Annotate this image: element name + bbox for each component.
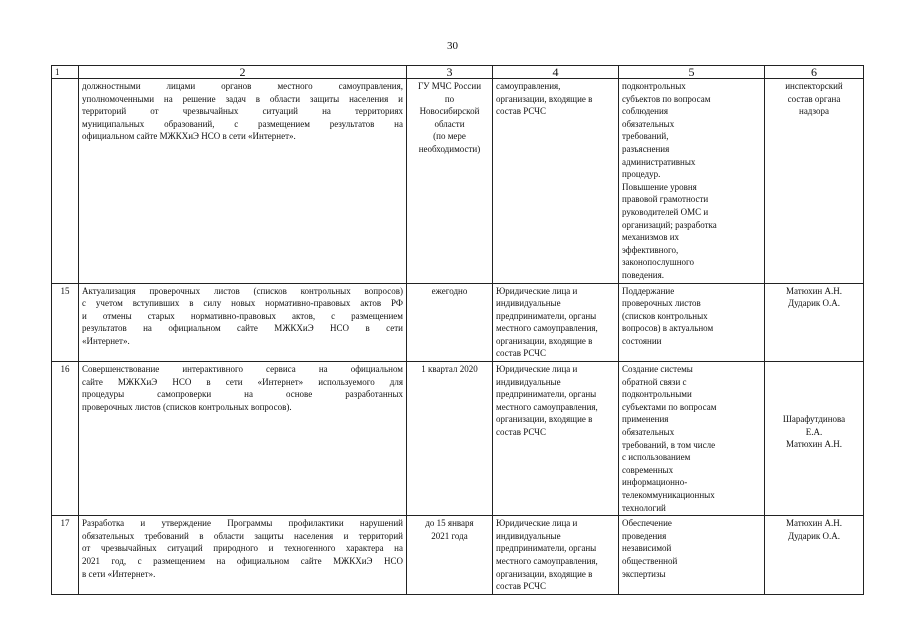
result-line: состоянии <box>622 335 662 346</box>
result-line: проверочных листов <box>622 298 701 309</box>
activity-description <box>79 362 407 516</box>
cell-spacer <box>768 363 860 413</box>
activity-participants <box>493 516 619 595</box>
description-line: процедуры самопроверки на основе разработанных <box>82 389 403 400</box>
term-line: необходимости) <box>418 143 481 154</box>
term-line: ежегодно <box>431 285 468 296</box>
column-header-6: 6 <box>765 66 864 79</box>
result-line: эффективного, <box>622 244 679 255</box>
description-line: сайте МЖКХиЭ НСО в сети «Интернет» используемого для <box>82 376 403 387</box>
description-line: официальном сайте МЖКХиЭ НСО в сети «Интернет». <box>82 131 296 142</box>
activity-participants <box>493 362 619 516</box>
table-row <box>52 362 864 516</box>
result-line: вопросов) в актуальном <box>622 323 714 334</box>
result-line: организаций; разработка <box>622 219 717 230</box>
column-header-2: 2 <box>79 66 407 79</box>
result-line: руководителей ОМС и <box>622 206 709 217</box>
result-line: экспертизы <box>622 568 666 579</box>
result-line: требований, <box>622 131 669 142</box>
table-row <box>52 79 864 284</box>
description-line: с учетом вступивших в силу новых нормативно-правовых актов РФ <box>82 298 403 309</box>
participants-line: организации, входящие в <box>496 335 593 346</box>
result-line: механизмов их <box>622 232 680 243</box>
description-line: Совершенствование интерактивного сервиса на официальном <box>82 364 403 375</box>
participants-line: Юридические лица и <box>496 285 578 296</box>
result-line: общественной <box>622 555 678 566</box>
result-line: обязательных <box>622 118 675 129</box>
row-number: 16 <box>52 362 79 516</box>
result-line: административных <box>622 156 696 167</box>
participants-line: индивидуальные <box>496 376 561 387</box>
responsible-line: Матюхин А.Н. <box>786 518 842 529</box>
result-line: процедур. <box>622 169 661 180</box>
result-line: правовой грамотности <box>622 194 709 205</box>
term-line: области <box>434 118 465 129</box>
term-line: 1 квартал 2020 <box>421 364 478 375</box>
participants-line: состав РСЧС <box>496 106 546 117</box>
description-line: и отмены старых нормативно-правовых актов, с размещением <box>82 310 403 321</box>
result-line: телекоммуникационных <box>622 490 715 500</box>
result-line: Создание системы <box>622 364 693 375</box>
result-line: Обеспечение <box>622 518 672 529</box>
table-row <box>52 283 864 362</box>
responsible-persons <box>765 283 864 362</box>
description-line: от чрезвычайных ситуаций природного и техногенного характера на <box>82 543 403 554</box>
activity-term <box>407 362 493 516</box>
responsible-persons <box>765 362 864 516</box>
row-number: 17 <box>52 516 79 595</box>
participants-line: предприниматели, органы <box>496 543 597 554</box>
expected-result <box>619 79 765 284</box>
term-line: по <box>444 93 455 104</box>
result-line: подконтрольных <box>622 81 686 91</box>
result-line: обязательных <box>622 427 675 438</box>
term-line: до 15 января <box>425 518 474 529</box>
participants-line: индивидуальные <box>496 530 561 541</box>
responsible-line: Е.А. <box>805 426 823 437</box>
activity-term <box>407 79 493 284</box>
activity-description <box>79 79 407 284</box>
participants-line: состав РСЧС <box>496 581 546 592</box>
column-header-4: 4 <box>493 66 619 79</box>
result-line: с использованием <box>622 452 691 463</box>
result-line: применения <box>622 414 669 425</box>
column-header-5: 5 <box>619 66 765 79</box>
participants-line: Юридические лица и <box>496 364 578 375</box>
description-line: должностными лицами органов местного самоуправления, <box>82 81 403 91</box>
expected-result <box>619 516 765 595</box>
result-line: (списков контрольных <box>622 310 708 321</box>
description-line: проверочных листов (списков контрольных вопросов). <box>82 401 292 412</box>
activities-table <box>51 65 864 595</box>
description-line: Разработка и утверждение Программы профилактики нарушений <box>82 518 403 529</box>
participants-line: организации, входящие в <box>496 93 593 104</box>
activity-participants <box>493 79 619 284</box>
responsible-line: Дударик О.А. <box>787 530 841 541</box>
participants-line: предприниматели, органы <box>496 310 597 321</box>
participants-line: организации, входящие в <box>496 414 593 425</box>
activity-description <box>79 283 407 362</box>
description-line: Актуализация проверочных листов (списков контрольных вопросов) <box>82 285 403 296</box>
result-line: независимой <box>622 543 672 554</box>
participants-line: предприниматели, органы <box>496 389 597 400</box>
page-number: 30 <box>447 40 458 52</box>
responsible-persons <box>765 516 864 595</box>
result-line: подконтрольными <box>622 389 692 400</box>
participants-line: местного самоуправления, <box>496 323 598 334</box>
term-line: (по мере <box>433 131 466 142</box>
result-line: поведения. <box>622 269 664 280</box>
responsible-persons <box>765 79 864 284</box>
result-line: соблюдения <box>622 106 668 117</box>
participants-line: организации, входящие в <box>496 568 593 579</box>
result-line: разъяснения <box>622 143 670 154</box>
column-header-3: 3 <box>407 66 493 79</box>
activity-participants <box>493 283 619 362</box>
responsible-line: Матюхин А.Н. <box>786 439 842 450</box>
row-number <box>52 79 79 284</box>
expected-result <box>619 283 765 362</box>
result-line: технологий <box>622 502 666 513</box>
result-line: требований, в том числе <box>622 439 716 450</box>
table-header-row <box>52 66 864 79</box>
responsible-line: инспекторский <box>785 81 843 91</box>
result-line: субъектами по вопросам <box>622 401 717 412</box>
description-line: уполномоченными на решение задач в области защиты населения и <box>82 93 403 104</box>
result-line: законопослушного <box>622 257 695 268</box>
description-line: результатов на официальном сайте МЖКХиЭ НСО в сети <box>82 323 403 334</box>
description-line: муниципальных образований, с размещением результатов на <box>82 118 403 129</box>
expected-result <box>619 362 765 516</box>
row-number: 15 <box>52 283 79 362</box>
participants-line: местного самоуправления, <box>496 555 598 566</box>
activity-term <box>407 516 493 595</box>
result-line: обратной связи с <box>622 376 687 387</box>
participants-line: местного самоуправления, <box>496 401 598 412</box>
result-line: проведения <box>622 530 667 541</box>
responsible-line: состав органа <box>787 93 841 104</box>
participants-line: состав РСЧС <box>496 348 546 359</box>
participants-line: состав РСЧС <box>496 427 546 438</box>
result-line: Повышение уровня <box>622 181 697 192</box>
description-line: в сети «Интернет». <box>82 568 156 579</box>
description-line: «Интернет». <box>82 335 130 346</box>
result-line: Поддержание <box>622 285 675 296</box>
description-line: 2021 год, с размещением на официальном сайте МЖКХиЭ НСО <box>82 555 403 566</box>
term-line: Новосибирской <box>419 106 480 117</box>
participants-line: Юридические лица и <box>496 518 578 529</box>
participants-line: самоуправления, <box>496 81 561 91</box>
participants-line: индивидуальные <box>496 298 561 309</box>
result-line: информационно- <box>622 477 688 488</box>
description-line: обязательных требований в области защиты населения и территорий <box>82 530 403 541</box>
result-line: субъектов по вопросам <box>622 93 711 104</box>
result-line: современных <box>622 464 674 475</box>
responsible-line: Шарафутдинова <box>782 414 846 425</box>
responsible-line: Дударик О.А. <box>787 298 841 309</box>
term-line: 2021 года <box>431 530 468 541</box>
activity-term <box>407 283 493 362</box>
description-line: территорий от чрезвычайных ситуаций на территориях <box>82 106 403 117</box>
responsible-line: надзора <box>799 106 829 117</box>
activity-description <box>79 516 407 595</box>
table-row <box>52 516 864 595</box>
column-header-1: 1 <box>52 66 79 79</box>
responsible-line: Матюхин А.Н. <box>786 285 842 296</box>
term-line: ГУ МЧС России <box>417 81 482 91</box>
